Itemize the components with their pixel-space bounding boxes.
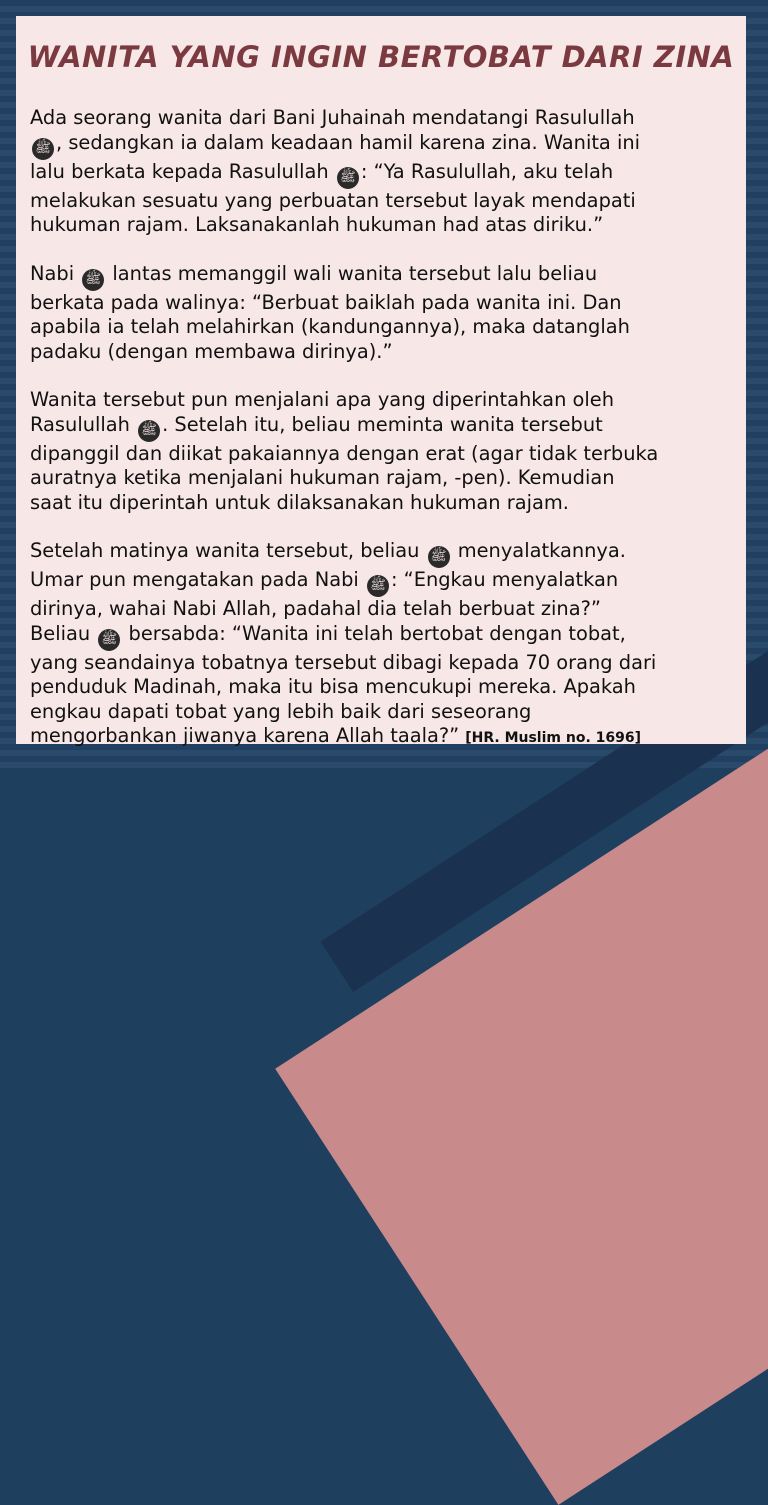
text-segment: engkau dapati tobat yang lebih baik dari seseorang (30, 699, 532, 723)
paragraph (30, 539, 742, 751)
text-segment: , sedangkan ia dalam keadaan hamil karena zina. Wanita ini (56, 130, 641, 154)
honorific-icon: ﷺ (138, 420, 160, 442)
honorific-icon: ﷺ (82, 269, 104, 291)
text-segment: berkata pada walinya: “Berbuat baiklah pada wanita ini. Dan (30, 290, 622, 314)
text-segment: dipanggil dan diikat pakaiannya dengan erat (agar tidak terbuka (30, 441, 659, 465)
text-segment: menyalatkannya. (451, 539, 626, 562)
content-card (16, 16, 746, 747)
text-line (30, 315, 742, 340)
text-segment: padaku (dengan membawa dirinya).” (30, 339, 393, 363)
text-line (30, 675, 742, 700)
text-line (30, 291, 742, 316)
honorific-icon: ﷺ (367, 575, 389, 597)
text-line (30, 189, 742, 214)
text-segment: : “Engkau menyalatkan (390, 568, 619, 591)
text-segment: lantas memanggil wali wanita tersebut lalu beliau (106, 261, 598, 285)
text-segment: Wanita tersebut pun menjalani apa yang diperintahkan oleh (30, 388, 614, 411)
text-line (30, 262, 742, 291)
text-segment: Ada seorang wanita dari Bani Juhainah mendatangi Rasulullah (30, 106, 635, 129)
text-segment: Umar pun mengatakan pada Nabi (30, 568, 365, 591)
text-segment: apabila ia telah melahirkan (kandungannya), maka datanglah (30, 315, 630, 338)
text-segment: hukuman rajam. Laksanakanlah hukuman had atas diriku.” (30, 213, 604, 236)
text-line (30, 388, 742, 413)
text-line (30, 539, 742, 568)
text-line (30, 491, 742, 516)
text-segment: bersabda: “Wanita ini telah bertobat dengan tobat, (122, 621, 626, 645)
text-segment: Setelah matinya wanita tersebut, beliau (30, 539, 426, 562)
text-segment: penduduk Madinah, maka itu bisa mencukupi mereka. Apakah (30, 675, 636, 698)
honorific-icon: ﷺ (32, 138, 54, 160)
honorific-icon: ﷺ (337, 167, 359, 189)
paragraph (30, 388, 742, 515)
text-segment: : “Ya Rasulullah, aku telah (360, 159, 614, 183)
text-line (30, 700, 742, 725)
text-segment: Rasulullah (30, 412, 137, 436)
story-text (30, 106, 742, 775)
text-line (30, 651, 742, 676)
text-line (30, 106, 742, 131)
text-segment: melakukan sesuatu yang perbuatan tersebut layak mendapati (30, 188, 636, 212)
text-segment: auratnya ketika menjalani hukuman rajam, -pen). Kemudian (30, 466, 615, 489)
honorific-icon: ﷺ (428, 546, 450, 568)
honorific-icon: ﷺ (98, 629, 120, 651)
text-line (30, 213, 742, 238)
text-segment: Nabi (30, 261, 81, 285)
hadith-reference: [HR. Muslim no. 1696] (465, 730, 641, 746)
paragraph (30, 106, 742, 238)
paragraph (30, 262, 742, 365)
text-line (30, 131, 742, 160)
page-title: WANITA YANG INGIN BERTOBAT DARI ZINA (27, 40, 735, 74)
text-segment: lalu berkata kepada Rasulullah (30, 159, 335, 183)
text-line (30, 466, 742, 491)
text-segment: mengorbankan jiwanya karena Allah taala?” (30, 724, 460, 747)
text-line (30, 568, 742, 597)
text-segment: saat itu diperintah untuk dilaksanakan hukuman rajam. (30, 490, 569, 514)
text-line (30, 724, 742, 751)
text-segment: yang seandainya tobatnya tersebut dibagi kepada 70 orang dari (30, 650, 657, 674)
text-segment: Beliau (30, 621, 97, 645)
text-segment: dirinya, wahai Nabi Allah, padahal dia telah berbuat zina?” (30, 597, 601, 620)
text-line (30, 340, 742, 365)
text-line (30, 597, 742, 622)
text-line (30, 160, 742, 189)
text-line (30, 442, 742, 467)
text-line (30, 622, 742, 651)
text-line (30, 413, 742, 442)
text-segment: . Setelah itu, beliau meminta wanita tersebut (162, 412, 603, 436)
